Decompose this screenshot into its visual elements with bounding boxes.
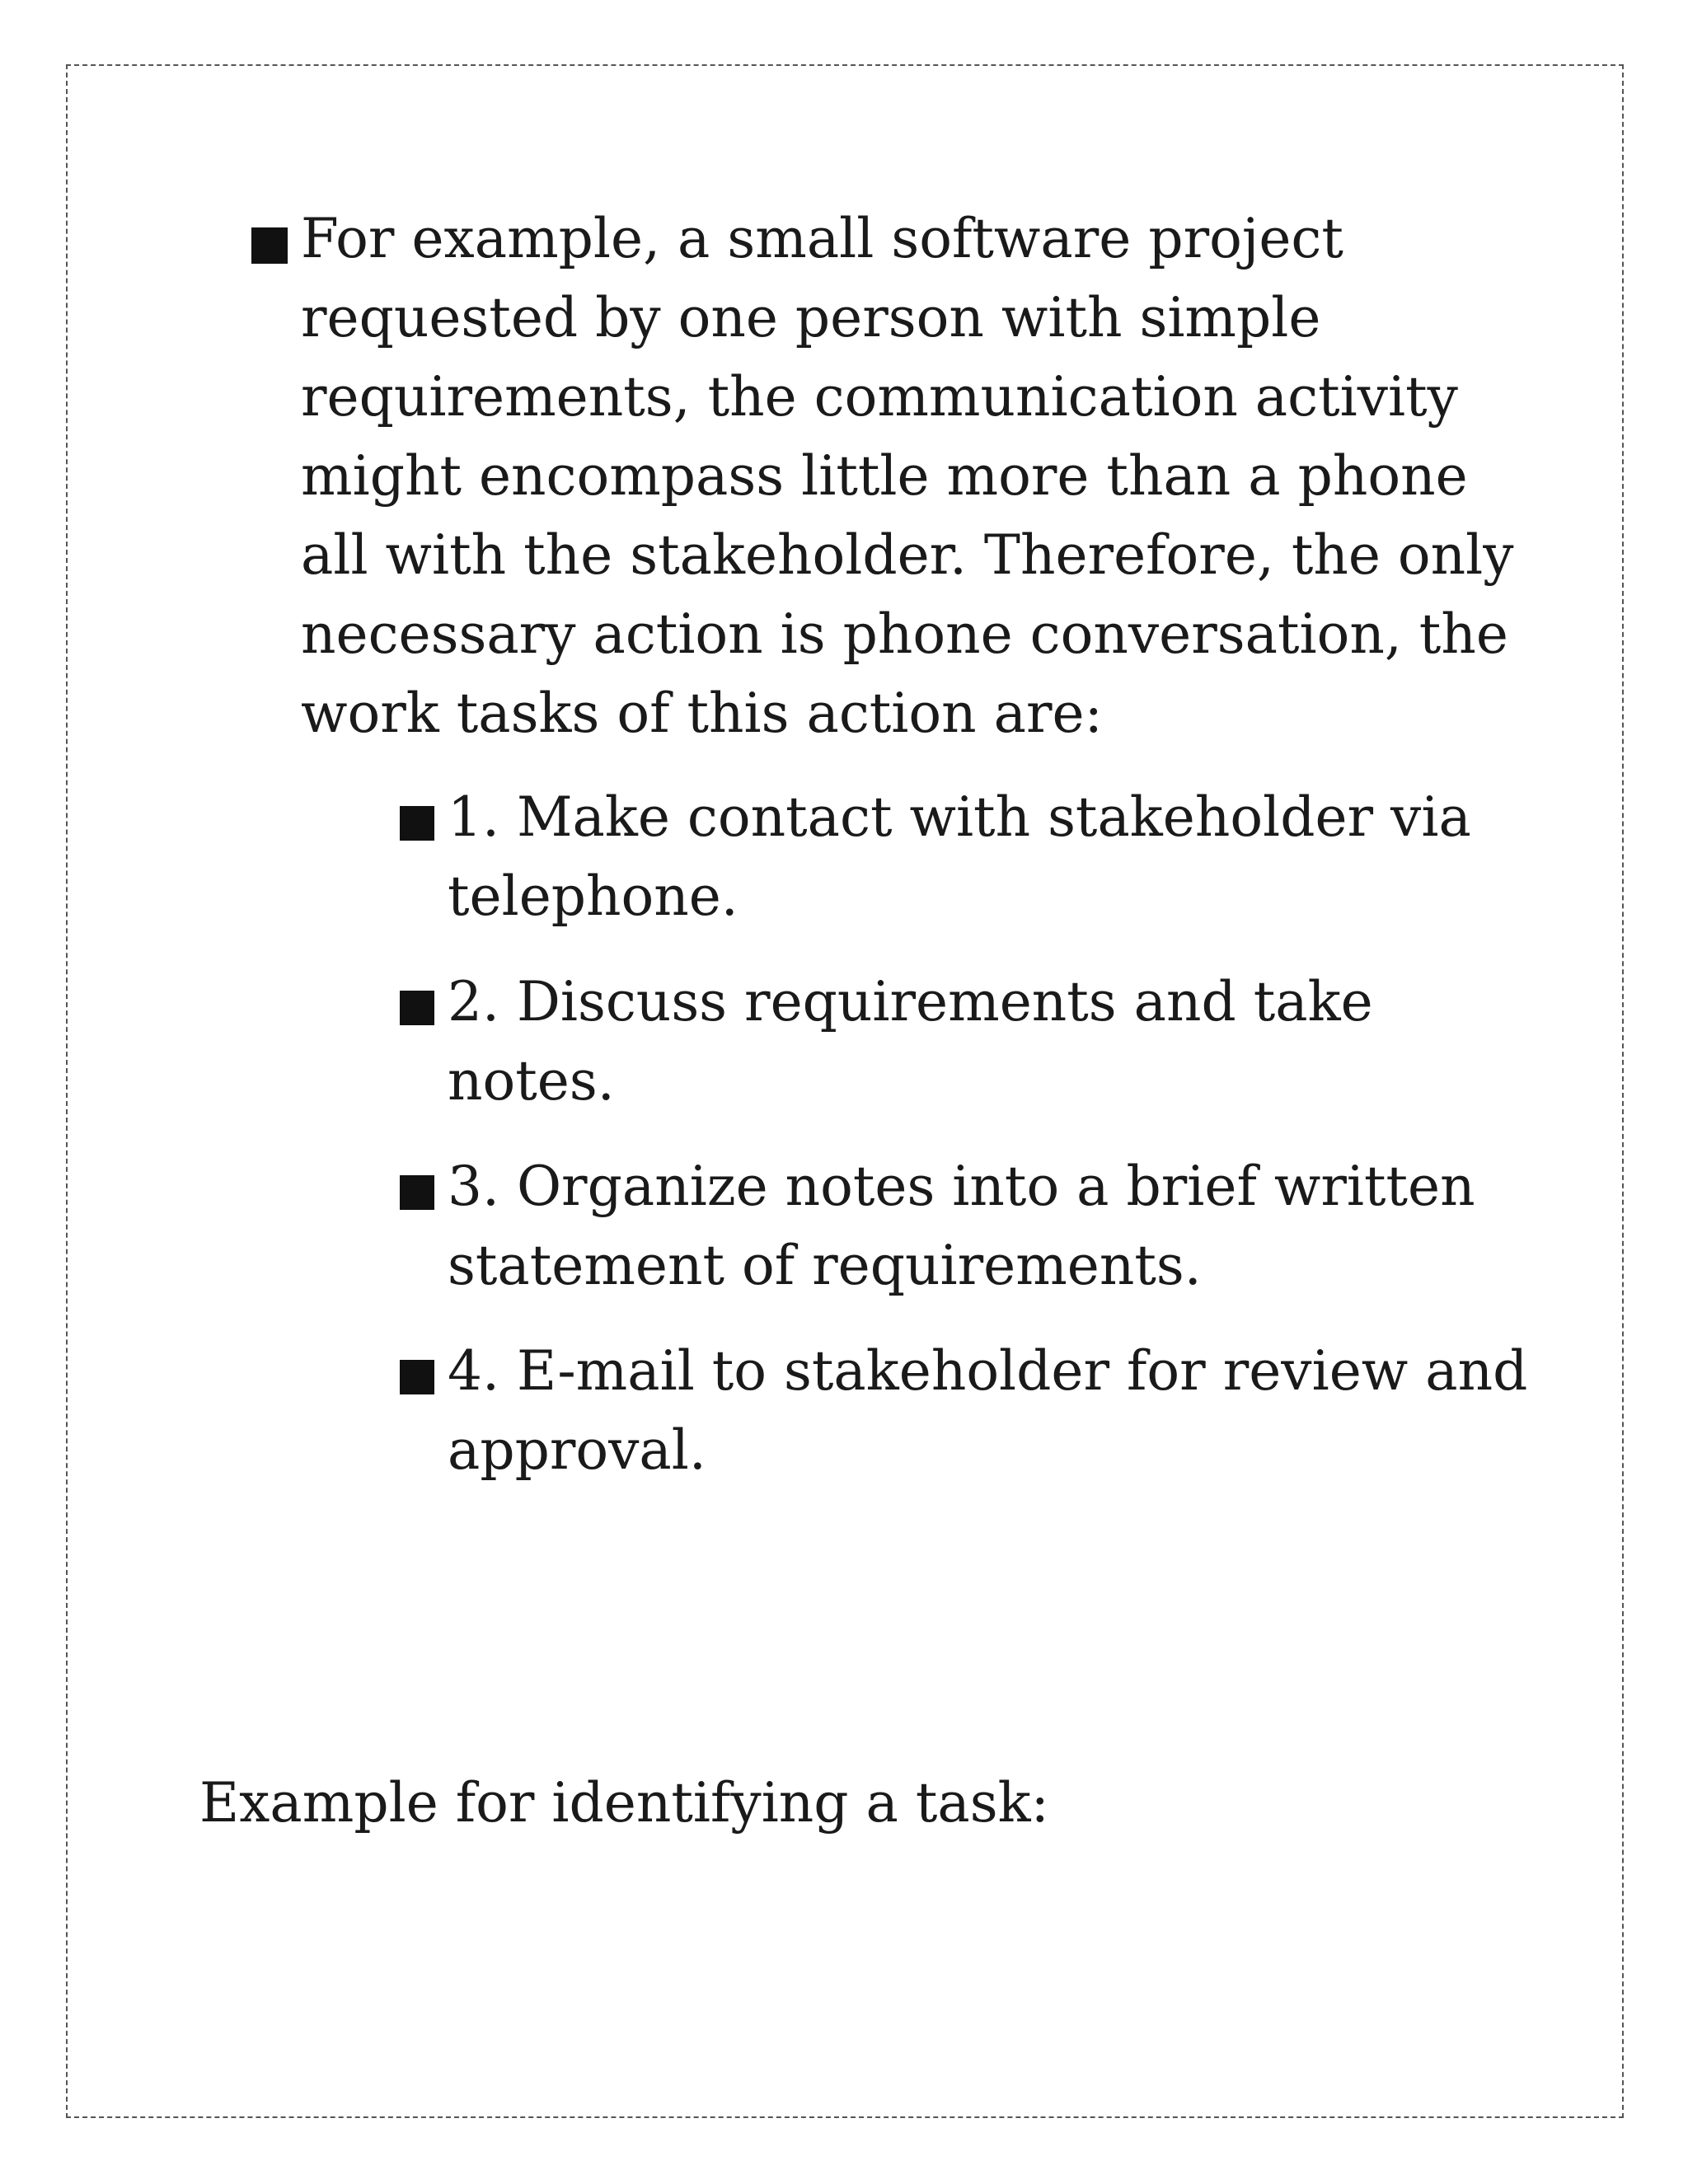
example-heading: Example for identifying a task: bbox=[199, 1771, 1049, 1835]
sub-bullet-item-1 bbox=[400, 778, 1537, 936]
square-bullet-icon bbox=[400, 806, 434, 841]
sub-bullet-item-4 bbox=[400, 1332, 1537, 1490]
sub-bullet-list bbox=[301, 778, 1537, 1490]
sub-bullet-item-2 bbox=[400, 963, 1537, 1121]
sub-bullet-text: 3. Organize notes into a brief written statement of requirements. bbox=[448, 1155, 1475, 1297]
sub-bullet-text: 4. E-mail to stakeholder for review and approval. bbox=[448, 1339, 1528, 1482]
main-bullet-text: For example, a small software project requested by one person with simple requirements, the communication activity might encompass little more than a phone all with the stakeholder. Therefore, the only necessary action is phone conversation, the work tasks of this action are: bbox=[301, 207, 1514, 745]
square-bullet-icon bbox=[400, 991, 434, 1025]
square-bullet-icon bbox=[400, 1175, 434, 1210]
square-bullet-icon bbox=[400, 1360, 434, 1394]
main-bullet-list bbox=[251, 199, 1537, 1516]
sub-bullet-text: 2. Discuss requirements and take notes. bbox=[448, 970, 1373, 1113]
sub-bullet-text: 1. Make contact with stakeholder via telephone. bbox=[448, 785, 1471, 928]
sub-bullet-item-3 bbox=[400, 1147, 1537, 1305]
square-bullet-icon bbox=[251, 227, 288, 264]
main-bullet-item bbox=[251, 199, 1537, 1490]
